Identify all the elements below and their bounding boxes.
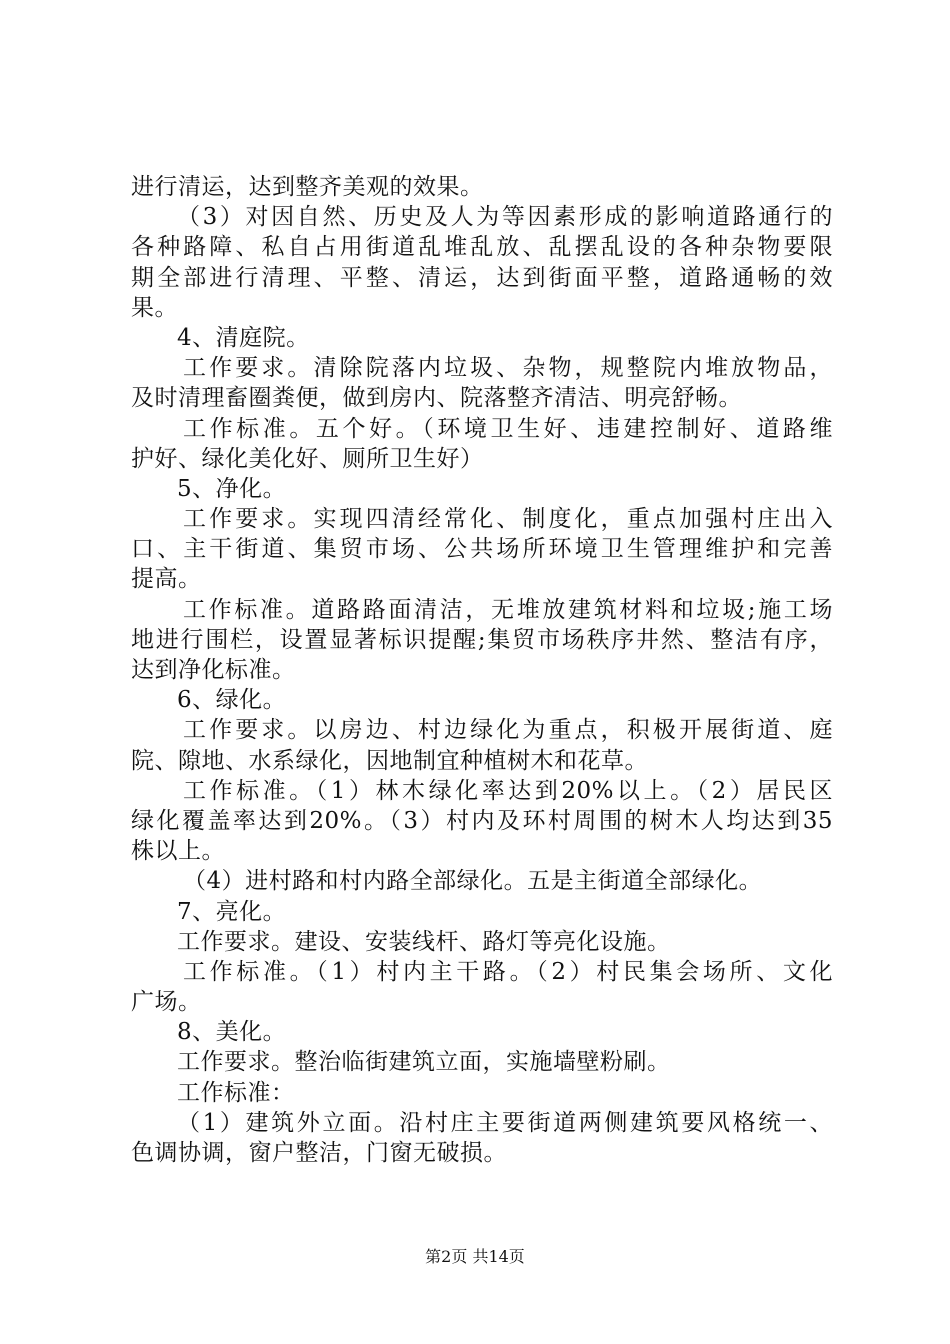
body-line: 口、主干街道、集贸市场、公共场所环境卫生管理维护和完善 bbox=[131, 536, 833, 563]
body-line: 工作标准。（1）林木绿化率达到20%以上。（2）居民区 bbox=[183, 777, 833, 804]
body-line: 工作要求。整治临街建筑立面，实施墙壁粉刷。 bbox=[177, 1049, 671, 1076]
body-line: 工作要求。实现四清经常化、制度化，重点加强村庄出入 bbox=[183, 506, 833, 533]
body-line: 果。 bbox=[131, 294, 178, 321]
body-line: 绿化覆盖率达到20%。（3）村内及环村周围的树木人均达到35 bbox=[131, 807, 833, 834]
body-line: 5、净化。 bbox=[177, 475, 287, 502]
body-line: 期全部进行清理、平整、清运，达到街面平整，道路通畅的效 bbox=[131, 264, 833, 291]
body-line: 进行清运，达到整齐美观的效果。 bbox=[131, 174, 484, 200]
body-line: 8、美化。 bbox=[177, 1019, 287, 1046]
body-line: 工作要求。清除院落内垃圾、杂物，规整院内堆放物品， bbox=[183, 355, 833, 382]
body-line: 工作要求。建设、安装线杆、路灯等亮化设施。 bbox=[177, 928, 671, 955]
body-line: 株以上。 bbox=[131, 838, 225, 865]
body-line: 广场。 bbox=[131, 989, 202, 1016]
body-line: 工作标准。道路路面清洁，无堆放建筑材料和垃圾;施工场 bbox=[183, 596, 833, 623]
body-line: 6、绿化。 bbox=[177, 687, 287, 714]
body-line: 地进行围栏，设置显著标识提醒;集贸市场秩序井然、整洁有序， bbox=[131, 626, 833, 653]
page-footer: 第2页 共14页 bbox=[425, 1247, 525, 1266]
body-line: （1）建筑外立面。沿村庄主要街道两侧建筑要风格统一、 bbox=[177, 1109, 833, 1136]
document-body bbox=[131, 172, 833, 1168]
body-line: （4）进村路和村内路全部绿化。五是主街道全部绿化。 bbox=[183, 868, 763, 895]
body-line: 工作标准： bbox=[177, 1079, 295, 1106]
body-line: 护好、绿化美化好、厕所卫生好） bbox=[131, 445, 484, 472]
body-line: 工作标准。（1）村内主干路。（2）村民集会场所、文化 bbox=[183, 958, 833, 985]
body-line: 提高。 bbox=[131, 566, 202, 593]
body-line: 院、隙地、水系绿化，因地制宜种植树木和花草。 bbox=[131, 747, 648, 774]
body-line: 及时清理畜圈粪便，做到房内、院落整齐清洁、明亮舒畅。 bbox=[131, 385, 742, 412]
body-line: 7、亮化。 bbox=[177, 898, 287, 925]
body-line: 色调协调，窗户整洁，门窗无破损。 bbox=[131, 1140, 507, 1166]
body-line: （3）对因自然、历史及人为等因素形成的影响道路通行的 bbox=[177, 204, 833, 231]
body-line: 4、清庭院。 bbox=[177, 324, 310, 351]
body-line: 各种路障、私自占用街道乱堆乱放、乱摆乱设的各种杂物要限 bbox=[131, 234, 833, 261]
body-line: 达到净化标准。 bbox=[131, 657, 296, 683]
body-line: 工作要求。以房边、村边绿化为重点，积极开展街道、庭 bbox=[183, 717, 833, 744]
body-line: 工作标准。五个好。（环境卫生好、违建控制好、道路维 bbox=[183, 415, 833, 442]
